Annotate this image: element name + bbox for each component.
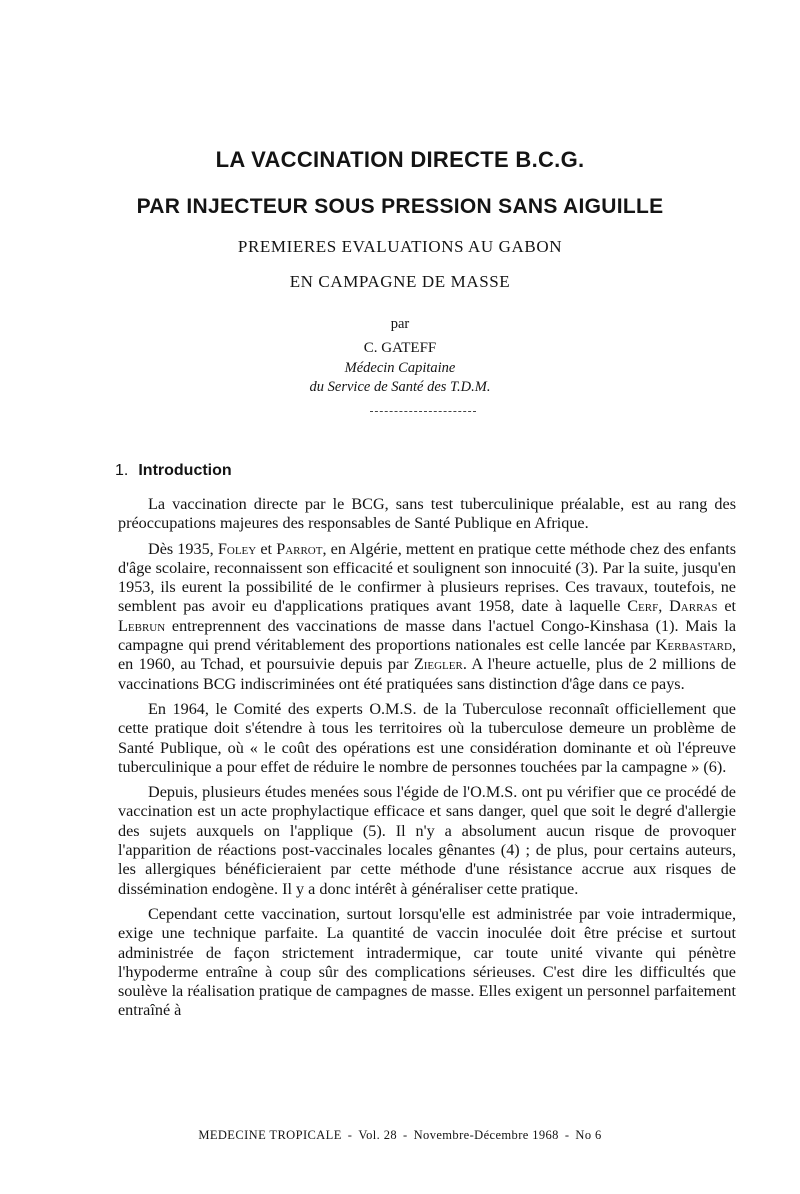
author-citation: Ziegler [413, 655, 463, 674]
title-separator-rule [370, 411, 476, 412]
paragraph-2: Dès 1935, Foley et Parrot, en Algérie, mettent en pratique cette méthode chez des enfants d'âge scolaire, reconnaissent son efficacité et soulignent son innocuité (3). Par la suite, jusqu'en 1953, ils eurent la possibilité de le confirmer à plusieurs reprises. Ces travaux, toutefois, ne semblent pas avoir eu d'applications pratiques avant 1958, date à laquelle Cerf, Darras et Lebrun entreprennent des vaccinations de masse dans l'actuel Congo-Kinshasa (1). Mais la campagne qui prend véritablement des proportions nationales est celle lancée par Kerbastard, en 1960, au Tchad, et poursuivie depuis par Ziegler. A l'heure actuelle, plus de 2 millions de vaccinations BCG indiscriminées ont été pratiquées sans distinction d'âge dans ce pays. [118, 539, 737, 693]
author-name: C. GATEFF [363, 340, 437, 356]
footer-separator: - [564, 1128, 570, 1142]
article-body [118, 495, 736, 1027]
author-role: Médecin Capitaine [344, 360, 456, 376]
footer-separator: - [347, 1128, 353, 1142]
section-heading [115, 462, 232, 480]
paragraph-3: En 1964, le Comité des experts O.M.S. de la Tuberculose reconnaît officiellement que cette pratique doit s'étendre à tous les territoires où la tuberculose demeure un problème de Santé Publique, où « le coût des opérations est une considération dominante et où l'épreuve tuberculinique a pour effet de réduire le nombre de personnes touchées par la campagne » (6). [118, 699, 736, 776]
author-citation: Foley [217, 539, 257, 558]
section-number: 1. [115, 462, 129, 479]
author-citation: Lebrun [118, 616, 166, 635]
byline-par: par [390, 316, 410, 332]
paragraph-1: La vaccination directe par le BCG, sans test tuberculinique préalable, est au rang des préoccupations majeures des responsables de Santé Publique en Afrique. [118, 495, 736, 533]
author-citation: Kerbastard [655, 636, 732, 655]
page-footer [0, 1128, 800, 1143]
footer-issue: No 6 [575, 1128, 602, 1142]
article-title-line-2: PAR INJECTEUR SOUS PRESSION SANS AIGUILLE [136, 195, 664, 218]
author-affiliation: du Service de Santé des T.D.M. [309, 379, 491, 395]
footer-volume: Vol. 28 [358, 1128, 398, 1142]
author-citation: Darras [669, 597, 718, 616]
footer-separator: - [403, 1128, 408, 1142]
footer-date: Novembre-Décembre 1968 [413, 1128, 559, 1142]
paragraph-4: Depuis, plusieurs études menées sous l'égide de l'O.M.S. ont pu vérifier que ce procédé de vaccination est un acte prophylactique efficace et sans danger, quel que soit le degré d'allergie des sujets auxquels on l'applique (5). Il n'y a absolument aucun risque de provoquer l'apparition de réactions post-vaccinales locales gênantes (4) ; de plus, pour certains auteurs, les allergiques bénéficieraient par cette méthode d'une résistance accrue aux risques de dissémination endogène. Il y a donc intérêt à généraliser cette pratique. [118, 783, 736, 898]
section-title: Introduction [138, 462, 232, 479]
footer-journal: MEDECINE TROPICALE [198, 1128, 342, 1142]
author-citation: Cerf [627, 597, 659, 616]
paragraph-5: Cependant cette vaccination, surtout lorsqu'elle est administrée par voie intradermique, exige une technique parfaite. La quantité de vaccin inoculée doit être précise et surtout administrée de façon strictement intradermique, car toute unité vivante qui pénètre l'hypoderme entraîne à coup sûr des complications sérieuses. C'est dire les difficultés que soulève la réalisation pratique de campagnes de masse. Elles exigent un personnel parfaitement entraîné à [118, 904, 736, 1020]
article-title-line-1: LA VACCINATION DIRECTE B.C.G. [215, 147, 585, 172]
author-citation: Parrot [276, 539, 323, 558]
article-subtitle-line-1: PREMIERES EVALUATIONS AU GABON [237, 237, 563, 256]
article-subtitle-line-2: EN CAMPAGNE DE MASSE [289, 272, 511, 291]
